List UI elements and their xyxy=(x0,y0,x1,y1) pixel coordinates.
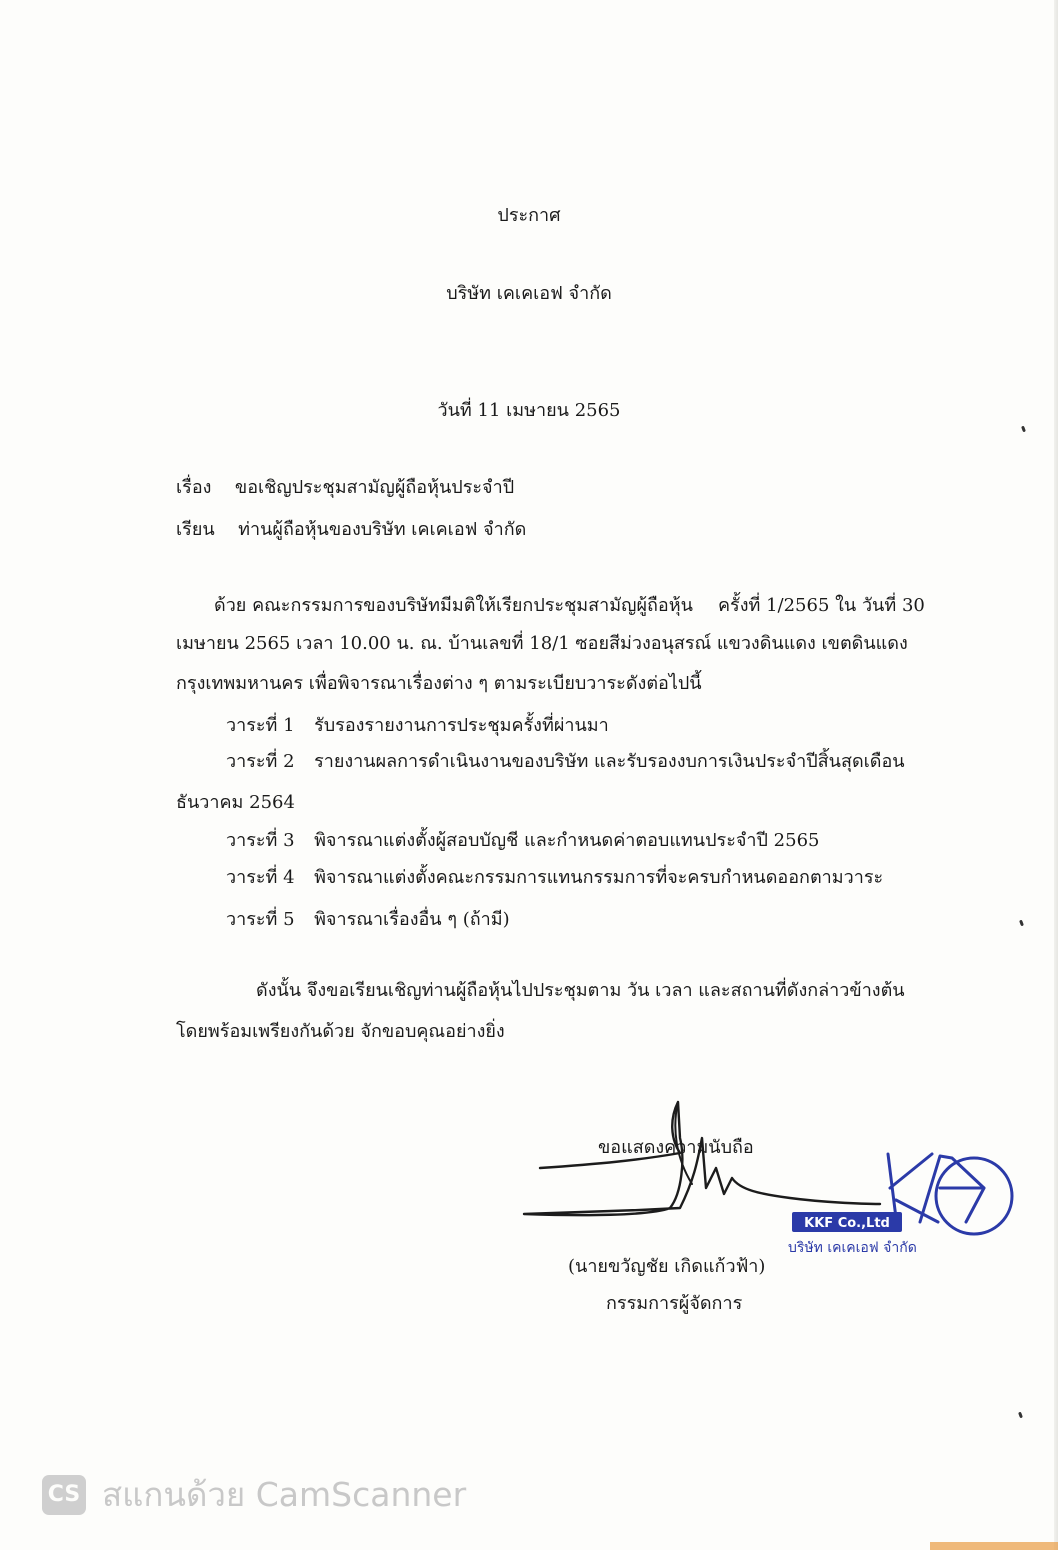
page-edge-right xyxy=(1054,0,1058,1550)
subject-label: เรื่อง xyxy=(176,477,212,498)
agenda-label: วาระที่ 3 xyxy=(226,830,295,851)
page-edge-bottom xyxy=(930,1542,1058,1550)
subject-text: ขอเชิญประชุมสามัญผู้ถือหุ้นประจำปี xyxy=(234,477,515,498)
agenda-item-3 xyxy=(226,825,819,854)
body-line-1 xyxy=(214,590,693,619)
scan-speck xyxy=(1021,426,1026,433)
document-date: วันที่ 11 เมษายน 2565 xyxy=(437,400,621,421)
agenda-label: วาระที่ 5 xyxy=(226,909,295,930)
agenda-label: วาระที่ 4 xyxy=(226,867,295,888)
body-line-1a: ด้วย คณะกรรมการของบริษัทมีมติให้เรียกประชุมสามัญผู้ถือหุ้น xyxy=(214,595,693,616)
camscanner-text: สแกนด้วย CamScanner xyxy=(102,1475,467,1514)
recipient-text: ท่านผู้ถือหุ้นของบริษัท เคเคเอฟ จำกัด xyxy=(238,519,527,540)
document-heading: ประกาศ xyxy=(497,205,561,226)
agenda-text: พิจารณาเรื่องอื่น ๆ (ถ้ามี) xyxy=(314,909,510,930)
scan-speck xyxy=(1018,1412,1023,1419)
agenda-item-2 xyxy=(226,746,905,775)
camscanner-icon: CS xyxy=(42,1475,86,1515)
camscanner-watermark xyxy=(42,1468,466,1521)
agenda-item-2-continued: ธันวาคม 2564 xyxy=(176,792,295,813)
agenda-item-5 xyxy=(226,904,510,933)
agenda-item-4 xyxy=(226,862,883,891)
agenda-text: พิจารณาแต่งตั้งคณะกรรมการแทนกรรมการที่จะครบกำหนดออกตามวาระ xyxy=(314,867,884,888)
body-line-1b: ครั้งที่ 1/2565 ใน วันที่ 30 xyxy=(718,595,925,616)
signatory-position: กรรมการผู้จัดการ xyxy=(606,1293,743,1314)
recipient-label: เรียน xyxy=(176,519,215,540)
company-name: บริษัท เคเคเอฟ จำกัด xyxy=(446,283,612,304)
body-line-2: เมษายน 2565 เวลา 10.00 น. ณ. บ้านเลขที่ 18/1 ซอยสีม่วงอนุสรณ์ แขวงดินแดง เขตดินแดง xyxy=(176,633,908,654)
closing-line-2: โดยพร้อมเพรียงกันด้วย จักขอบคุณอย่างยิ่ง xyxy=(176,1021,505,1042)
recipient-line xyxy=(176,514,526,543)
scan-speck xyxy=(1019,920,1024,927)
agenda-label: วาระที่ 2 xyxy=(226,751,295,772)
body-line-3: กรุงเทพมหานคร เพื่อพิจารณาเรื่องต่าง ๆ ตามระเบียบวาระดังต่อไปนี้ xyxy=(176,673,702,694)
stamp-badge-text: KKF Co.,Ltd xyxy=(804,1216,890,1231)
stamp-company-text: บริษัท เคเคเอฟ จำกัด xyxy=(788,1240,917,1256)
agenda-text: พิจารณาแต่งตั้งผู้สอบบัญชี และกำหนดค่าตอบแทนประจำปี 2565 xyxy=(314,830,820,851)
signatory-name: (นายขวัญชัย เกิดแก้วฟ้า) xyxy=(568,1256,766,1277)
agenda-label: วาระที่ 1 xyxy=(226,715,295,736)
subject-line xyxy=(176,472,514,501)
closing-line-1: ดังนั้น จึงขอเรียนเชิญท่านผู้ถือหุ้นไปประชุมตาม วัน เวลา และสถานที่ดังกล่าวข้างต้น xyxy=(256,980,905,1001)
regards-text: ขอแสดงความนับถือ xyxy=(598,1137,754,1158)
agenda-item-1 xyxy=(226,710,609,739)
agenda-text: รับรองรายงานการประชุมครั้งที่ผ่านมา xyxy=(314,715,609,736)
agenda-text: รายงานผลการดำเนินงานของบริษัท และรับรองงบการเงินประจำปีสิ้นสุดเดือน xyxy=(314,751,905,772)
company-stamp xyxy=(770,1148,1020,1263)
